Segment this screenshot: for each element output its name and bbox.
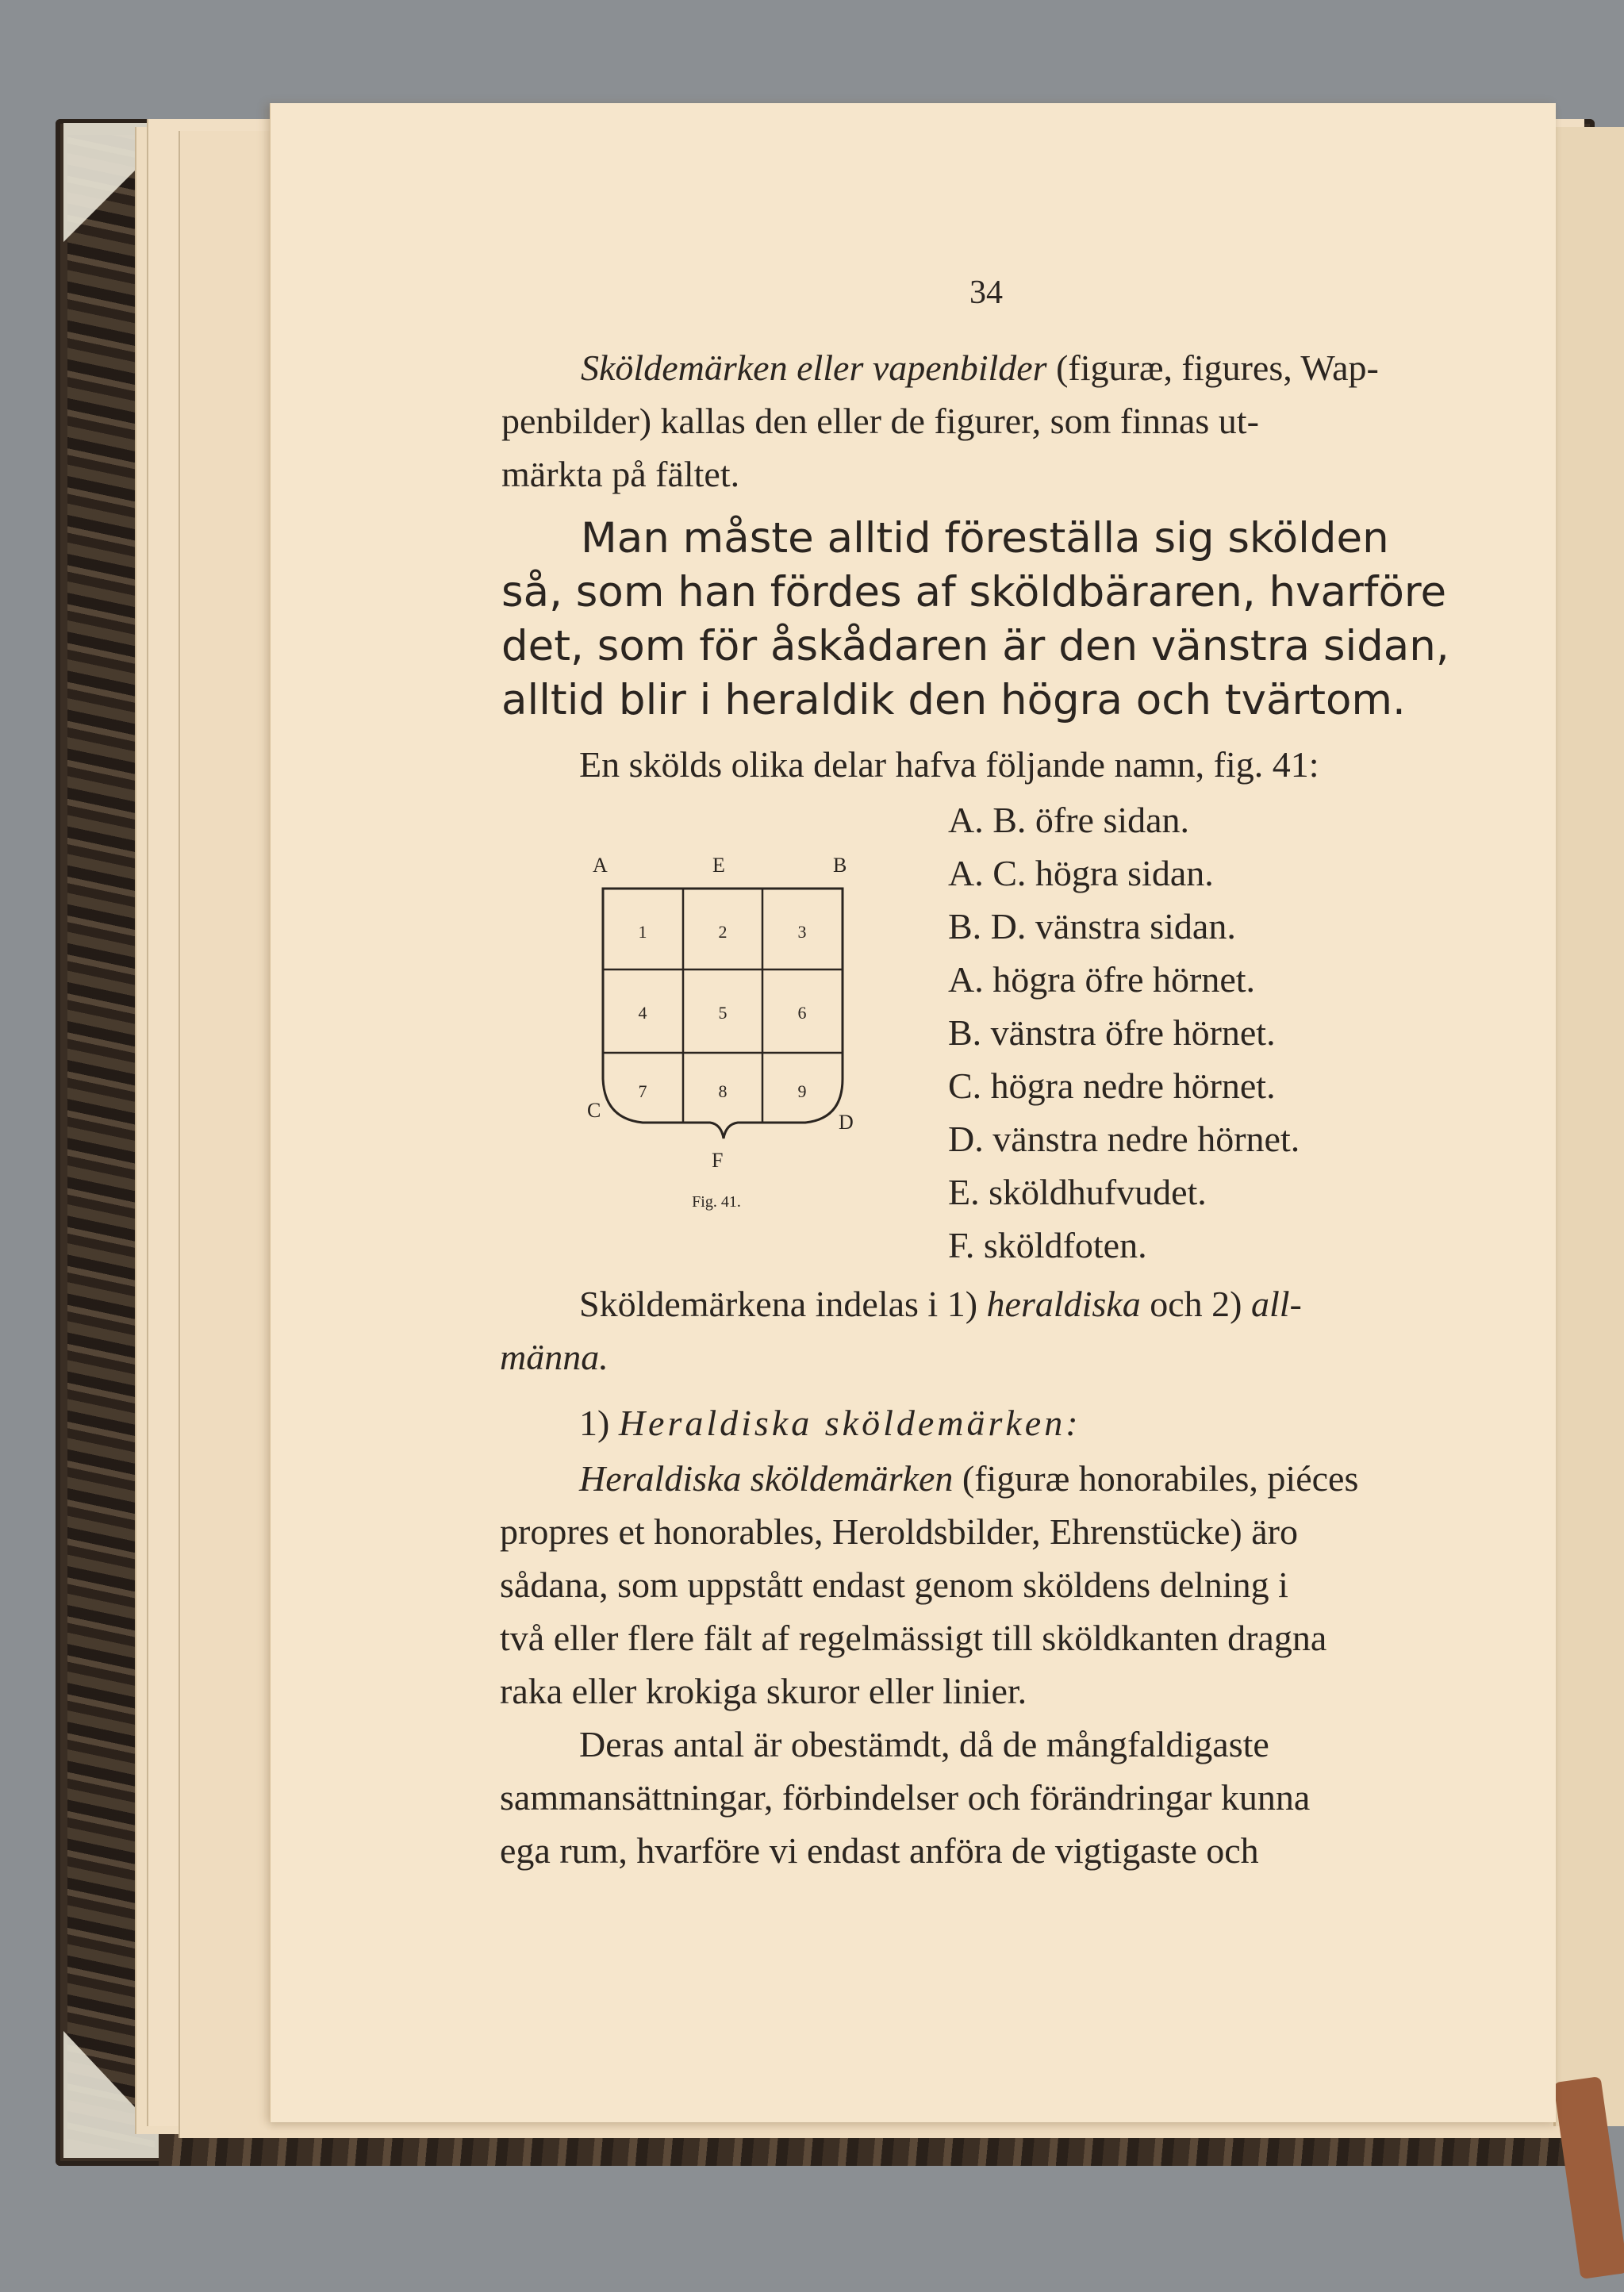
list-item: D. vänstra nedre hörnet. <box>948 1119 1300 1159</box>
label-e: E <box>712 854 725 877</box>
cell-9: 9 <box>797 1081 807 1101</box>
parts-intro: En skölds olika delar hafva följande namn, fig. 41: <box>579 744 1319 785</box>
text-line: det, som för åskådaren är den vänstra sidan, <box>501 622 1449 670</box>
label-d: D <box>839 1111 854 1134</box>
cover-bottom-edge <box>159 2134 1587 2166</box>
cell-6: 6 <box>797 1003 807 1023</box>
cell-5: 5 <box>718 1003 728 1023</box>
text-line: ega rum, hvarföre vi endast anföra de vigtigaste och <box>500 1830 1259 1871</box>
list-item: E. sköldhufvudet. <box>948 1172 1207 1212</box>
text-line: sammansättningar, förbindelser och förändringar kunna <box>500 1777 1311 1818</box>
page-number: 34 <box>969 275 1003 311</box>
cell-2: 2 <box>718 922 728 942</box>
figure-caption: Fig. 41. <box>692 1193 741 1211</box>
text-line: Heraldiska sköldemärken (figuræ honorabiles, piéces <box>579 1458 1359 1499</box>
shield-svg <box>567 845 885 1218</box>
text-line: propres et honorables, Heroldsbilder, Ehrenstücke) äro <box>500 1511 1298 1552</box>
label-b: B <box>833 854 847 877</box>
paragraph-heraldic <box>500 1452 1358 1718</box>
label-a: A <box>593 854 608 877</box>
paragraph-categories <box>500 1277 1302 1384</box>
facing-page-edge <box>1553 127 1624 2126</box>
cell-1: 1 <box>638 922 647 942</box>
paragraph-count <box>500 1718 1310 1877</box>
text-line: männa. <box>500 1337 609 1377</box>
text-line: två eller flere fält af regelmässigt till sköldkanten dragna <box>500 1618 1327 1658</box>
text-line: sådana, som uppstått endast genom sköldens delning i <box>500 1564 1288 1605</box>
cell-8: 8 <box>718 1081 728 1101</box>
cell-7: 7 <box>638 1081 647 1101</box>
label-f: F <box>712 1149 724 1172</box>
shield-parts-list <box>948 793 1300 1272</box>
text-line: Deras antal är obestämdt, då de mångfaldigaste <box>579 1724 1269 1764</box>
text-line: märkta på fältet. <box>501 454 740 494</box>
list-item: C. högra nedre hörnet. <box>948 1065 1276 1106</box>
shield-diagram <box>567 845 885 1218</box>
list-item: B. vänstra öfre hörnet. <box>948 1012 1276 1053</box>
text-line: raka eller krokiga skuror eller linier. <box>500 1671 1027 1711</box>
text-line: Sköldemärken eller vapenbilder (figuræ, figures, Wap- <box>581 347 1379 388</box>
list-item: F. sköldfoten. <box>948 1225 1147 1265</box>
cell-4: 4 <box>638 1003 647 1023</box>
section-heading: 1) Heraldiska sköldemärken: <box>579 1403 1081 1443</box>
paragraph-orientation-note <box>501 512 1449 728</box>
cell-3: 3 <box>797 922 807 942</box>
text-line: Man måste alltid föreställa sig skölden <box>581 514 1389 562</box>
list-item: A. högra öfre hörnet. <box>948 959 1256 1000</box>
text-line: så, som han fördes af sköldbäraren, hvarföre <box>501 568 1447 616</box>
paragraph-definition <box>501 341 1379 501</box>
text-line: Sköldemärkena indelas i 1) heraldiska och 2) all- <box>579 1284 1302 1324</box>
list-item: A. B. öfre sidan. <box>948 800 1190 840</box>
label-c: C <box>587 1099 601 1122</box>
text-line: penbilder) kallas den eller de figurer, som finnas ut- <box>501 401 1259 441</box>
list-item: B. D. vänstra sidan. <box>948 906 1236 946</box>
text-line: alltid blir i heraldik den högra och tvärtom. <box>501 676 1406 724</box>
list-item: A. C. högra sidan. <box>948 853 1214 893</box>
